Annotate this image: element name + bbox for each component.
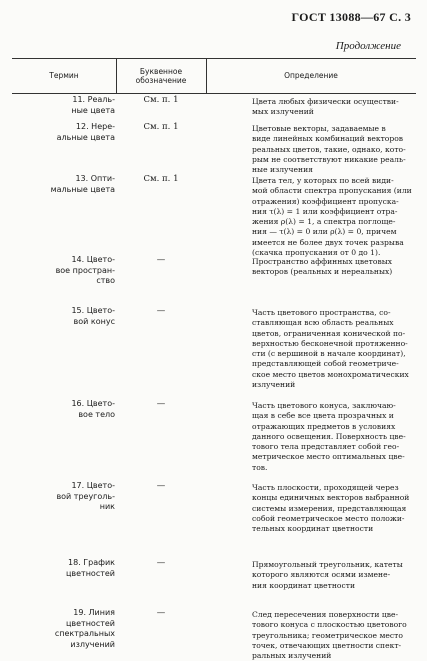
term-line: 14. Цвето- bbox=[71, 255, 115, 264]
term-cell bbox=[12, 122, 115, 143]
definition-line: имеется не более двух точек разрыва bbox=[252, 237, 404, 247]
definition-line: данного освещения. Поверхность цве- bbox=[252, 431, 406, 441]
term-line: ные цвета bbox=[71, 105, 115, 115]
definition-line: (скачка пропускания от 0 до 1). bbox=[252, 248, 381, 258]
term-line: вое простран- bbox=[55, 265, 115, 275]
definition-cell bbox=[252, 124, 414, 175]
definition-line: Пространство аффинных цветовых bbox=[252, 257, 393, 266]
column-header-term: Термин bbox=[49, 71, 79, 80]
definition-cell bbox=[252, 308, 414, 390]
definition-line: Часть плоскости, проходящей через bbox=[252, 483, 399, 492]
term-line: 17. Цвето- bbox=[71, 481, 115, 490]
term-line: вой треуголь- bbox=[56, 491, 115, 501]
definition-line: тельных координат цветности bbox=[252, 524, 374, 534]
definition-cell bbox=[252, 257, 414, 278]
definition-cell bbox=[252, 560, 414, 591]
symbol-cell: — bbox=[156, 399, 166, 409]
term-line: 13. Опти- bbox=[75, 174, 115, 183]
definition-cell bbox=[252, 97, 414, 118]
definition-cell bbox=[252, 483, 414, 534]
term-line: цветностей bbox=[65, 568, 115, 578]
symbol-cell: См. п. 1 bbox=[143, 122, 179, 132]
definition-line: метрическое место оптимальных цве- bbox=[252, 452, 405, 462]
term-line: 11. Реаль- bbox=[72, 95, 115, 104]
definition-line: рым не соответствуют никакие реаль- bbox=[252, 154, 406, 164]
definition-line: реальных цветов, такие, однако, кото- bbox=[252, 144, 406, 154]
symbol-cell: — bbox=[156, 558, 166, 568]
definition-line: След пересечения поверхности цве- bbox=[252, 610, 399, 619]
term-cell bbox=[12, 174, 115, 195]
definition-line: мой области спектра пропускания (или bbox=[252, 186, 412, 196]
definition-line: системы измерения, представляющая bbox=[252, 503, 407, 513]
term-cell bbox=[12, 481, 115, 513]
definition-cell bbox=[252, 610, 414, 661]
term-cell bbox=[12, 306, 115, 327]
definition-line: Цвета любых физически осуществи- bbox=[252, 97, 399, 106]
definition-line: мых излучений bbox=[252, 107, 314, 117]
definition-line: Цветовые векторы, задаваемые в bbox=[252, 124, 386, 133]
definition-line: Часть цветового конуса, заключаю- bbox=[252, 401, 396, 410]
definition-line: представляющей собой геометриче- bbox=[252, 359, 399, 369]
definition-line: ское место цветов монохроматических bbox=[252, 369, 409, 379]
term-line: спектральных bbox=[54, 629, 115, 638]
definition-line: ные излучения bbox=[252, 165, 313, 175]
definition-line: цветов, ограниченная конической по- bbox=[252, 328, 406, 338]
term-line: 15. Цвето- bbox=[71, 306, 115, 315]
definition-line: сти (с вершиной в начале координат), bbox=[252, 349, 406, 359]
term-line: ник bbox=[99, 502, 115, 511]
column-header-definition: Определение bbox=[284, 71, 338, 80]
term-line: ство bbox=[96, 276, 115, 285]
term-line: вое тело bbox=[78, 409, 115, 419]
definition-line: тов. bbox=[252, 462, 268, 472]
definition-line: щая в себе все цвета прозрачных и bbox=[252, 411, 394, 421]
term-line: альные цвета bbox=[56, 132, 115, 142]
column-header-symbol: Буквенное обозначение bbox=[135, 66, 187, 85]
page-header: ГОСТ 13088—67 С. 3 bbox=[291, 10, 411, 24]
term-cell bbox=[12, 95, 115, 116]
definition-line: Прямоугольный треугольник, катеты bbox=[252, 560, 403, 569]
header-bottom-rule bbox=[12, 93, 416, 94]
term-line: мальные цвета bbox=[50, 184, 115, 194]
terms-table bbox=[12, 58, 416, 661]
definition-line: тового тела представляет собой гео- bbox=[252, 442, 400, 452]
definition-line: ральных излучений bbox=[252, 651, 332, 661]
definition-line: концы единичных векторов выбранной bbox=[252, 493, 410, 503]
definition-line: векторов (реальных и нереальных) bbox=[252, 267, 393, 277]
definition-line: Часть цветового пространства, со- bbox=[252, 308, 391, 317]
definition-line: излучений bbox=[252, 380, 296, 390]
term-line: вой конус bbox=[73, 316, 115, 326]
continuation-label: Продолжение bbox=[335, 40, 401, 52]
term-line: 19. Линия bbox=[73, 608, 115, 617]
symbol-cell: — bbox=[156, 481, 166, 491]
definition-line: Цвета тел, у которых по всей види- bbox=[252, 176, 394, 185]
definition-line: которого являются осями измене- bbox=[252, 570, 391, 580]
definition-line: точек, отвечающих цветности спект- bbox=[252, 640, 402, 650]
symbol-cell: См. п. 1 bbox=[143, 95, 179, 105]
term-cell bbox=[12, 558, 115, 579]
definition-cell bbox=[252, 401, 414, 473]
symbol-cell: См. п. 1 bbox=[143, 174, 179, 184]
definition-line: жения ρ(λ) = 1, а спектра поглоще- bbox=[252, 217, 396, 227]
term-cell bbox=[12, 399, 115, 420]
term-line: 16. Цвето- bbox=[71, 399, 115, 408]
definition-line: ставляющая всю область реальных bbox=[252, 318, 394, 328]
definition-line: треугольника; геометрическое место bbox=[252, 630, 403, 640]
definition-line: виде линейных комбинаций векторов bbox=[252, 134, 404, 144]
term-cell bbox=[12, 608, 115, 650]
definition-line: ния τ(λ) = 1 или коэффициент отра- bbox=[252, 206, 398, 216]
term-line: 12. Нере- bbox=[75, 122, 115, 131]
term-line: цветностей bbox=[65, 618, 115, 628]
term-line: 18. График bbox=[68, 558, 115, 567]
symbol-cell: — bbox=[156, 255, 166, 265]
definition-line: отражающих предметов в условиях bbox=[252, 421, 396, 431]
term-cell bbox=[12, 255, 115, 287]
symbol-cell: — bbox=[156, 608, 166, 618]
definition-line: собой геометрическое место положи- bbox=[252, 513, 405, 523]
term-line: излучений bbox=[70, 639, 115, 649]
definition-cell bbox=[252, 176, 414, 258]
definition-line: ния — τ(λ) = 0 или ρ(λ) = 0, причем bbox=[252, 227, 397, 237]
definition-line: ния координат цветности bbox=[252, 580, 356, 590]
definition-line: верхностью бесконечной протяженно- bbox=[252, 338, 408, 348]
symbol-cell: — bbox=[156, 306, 166, 316]
definition-line: отражения) коэффициент пропуска- bbox=[252, 196, 399, 206]
definition-line: тового конуса с плоскостью цветового bbox=[252, 620, 407, 630]
